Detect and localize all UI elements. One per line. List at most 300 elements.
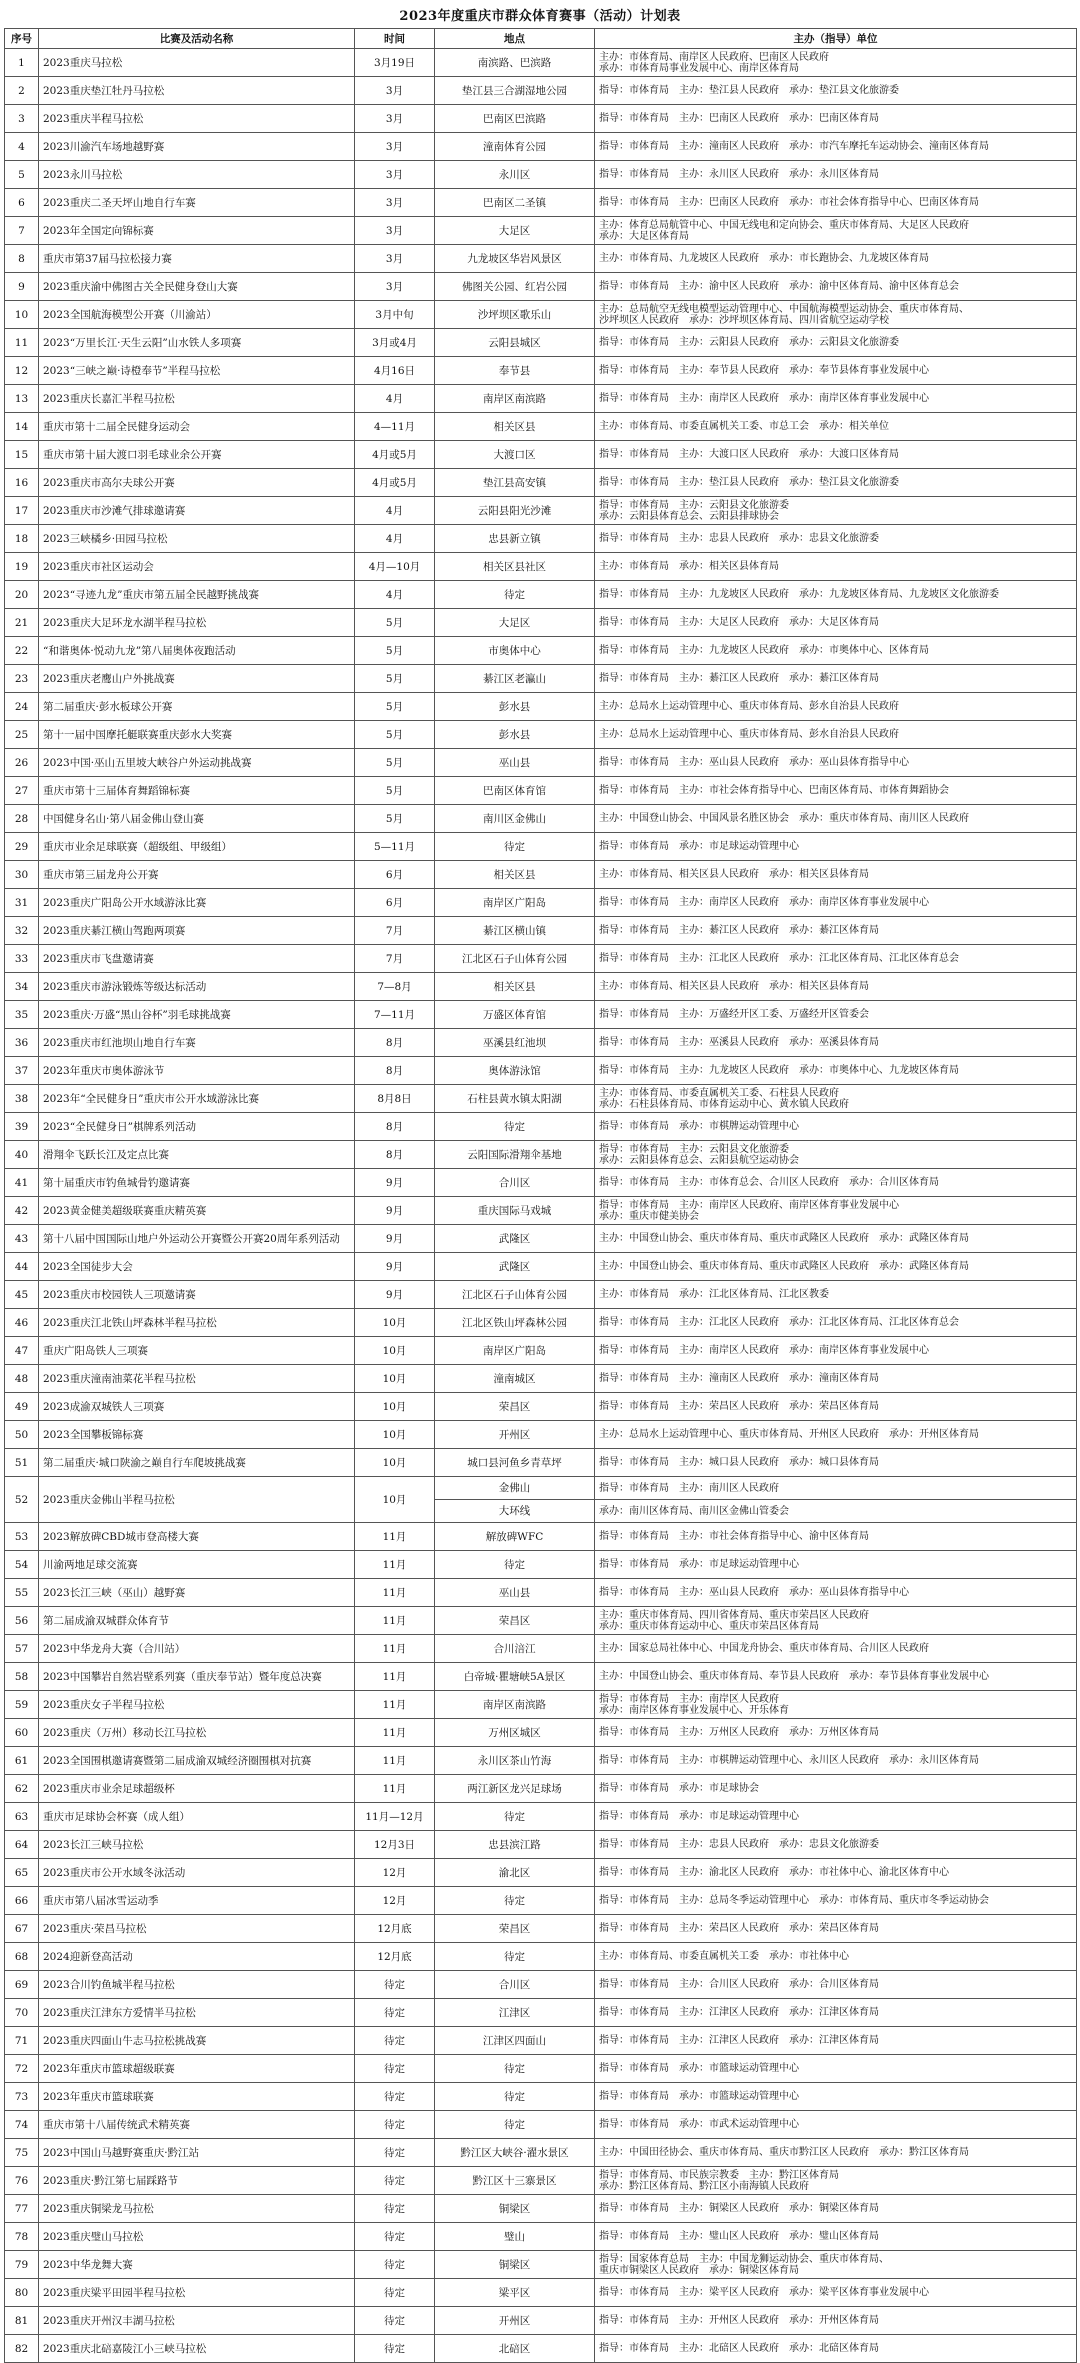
cell-org: 指导：市体育局 主办：大渡口区人民政府 承办：大渡口区体育局 [595, 441, 1077, 469]
table-row [5, 693, 1077, 721]
cell-name: 第十届重庆市钓鱼城骨钓邀请赛 [39, 1169, 355, 1197]
cell-time: 4月 [355, 385, 435, 413]
cell-org: 指导：市体育局 主办：九龙坡区人民政府 承办：市奥体中心、九龙坡区体育局 [595, 1057, 1077, 1085]
cell-time: 9月 [355, 1225, 435, 1253]
table-row [5, 189, 1077, 217]
cell-no: 49 [5, 1393, 39, 1421]
cell-time: 9月 [355, 1169, 435, 1197]
cell-no: 50 [5, 1421, 39, 1449]
cell-org: 指导：市体育局 主办：荣昌区人民政府 承办：荣昌区体育局 [595, 1915, 1077, 1943]
cell-place: 永川区茶山竹海 [435, 1747, 595, 1775]
cell-time: 11月 [355, 1551, 435, 1579]
cell-name: 2023重庆·荣昌马拉松 [39, 1915, 355, 1943]
cell-time: 11月 [355, 1775, 435, 1803]
cell-no: 80 [5, 2279, 39, 2307]
cell-time: 3月中旬 [355, 301, 435, 329]
cell-place: 佛图关公园、红岩公园 [435, 273, 595, 301]
table-row [5, 161, 1077, 189]
cell-name: 2023黄金健美超级联赛重庆精英赛 [39, 1197, 355, 1225]
cell-place: 南川区金佛山 [435, 805, 595, 833]
table-row [5, 1971, 1077, 1999]
cell-no: 21 [5, 609, 39, 637]
cell-org: 指导：市体育局 主办：云阳县人民政府 承办：云阳县文化旅游委 [595, 329, 1077, 357]
cell-org: 指导：市体育局 承办：市篮球运动管理中心 [595, 2055, 1077, 2083]
table-row [5, 2167, 1077, 2195]
cell-name: 2023全国徒步大会 [39, 1253, 355, 1281]
cell-time: 4月16日 [355, 357, 435, 385]
table-row [5, 889, 1077, 917]
cell-no: 67 [5, 1915, 39, 1943]
cell-place: 金佛山 [435, 1477, 595, 1500]
cell-name: 2023全国航海模型公开赛（川渝站） [39, 301, 355, 329]
cell-place: 巫溪县红池坝 [435, 1029, 595, 1057]
cell-org: 主办：市体育局、市委直属机关工委、市总工会 承办：相关单位 [595, 413, 1077, 441]
cell-time: 9月 [355, 1197, 435, 1225]
cell-place: 两江新区龙兴足球场 [435, 1775, 595, 1803]
cell-org: 指导：市体育局 主办：潼南区人民政府 承办：潼南区体育局 [595, 1365, 1077, 1393]
cell-time: 4月—10月 [355, 553, 435, 581]
cell-time: 8月 [355, 1113, 435, 1141]
cell-place: 城口县河鱼乡青草坪 [435, 1449, 595, 1477]
cell-org: 指导：市体育局 承办：市篮球运动管理中心 [595, 2083, 1077, 2111]
table-row [5, 2251, 1077, 2279]
cell-time: 5—11月 [355, 833, 435, 861]
cell-name: 2023永川马拉松 [39, 161, 355, 189]
cell-time: 10月 [355, 1393, 435, 1421]
cell-place: 江北区铁山坪森林公园 [435, 1309, 595, 1337]
cell-org: 指导：市体育局 主办：永川区人民政府 承办：永川区体育局 [595, 161, 1077, 189]
cell-name: “和谐奥体·悦动九龙”第八届奥体夜跑活动 [39, 637, 355, 665]
cell-place: 合川区 [435, 1971, 595, 1999]
cell-time: 待定 [355, 2335, 435, 2363]
cell-time: 5月 [355, 721, 435, 749]
cell-org: 指导：市体育局 主办：綦江区人民政府 承办：綦江区体育局 [595, 665, 1077, 693]
cell-time: 4月或5月 [355, 469, 435, 497]
table-row [5, 217, 1077, 245]
cell-org: 指导：市体育局 主办：潼南区人民政府 承办：市汽车摩托车运动协会、潼南区体育局 [595, 133, 1077, 161]
cell-org: 指导：市体育局 主办：九龙坡区人民政府 承办：市奥体中心、区体育局 [595, 637, 1077, 665]
cell-name: 2023重庆铜梁龙马拉松 [39, 2195, 355, 2223]
cell-time: 4月 [355, 525, 435, 553]
table-row [5, 1635, 1077, 1663]
table-row [5, 2195, 1077, 2223]
cell-org: 主办：市体育局、市委直属机关工委、石柱县人民政府 承办：石柱县体育局、市体育运动中心、黄水镇人民政府 [595, 1085, 1077, 1113]
cell-place: 垫江县三合湖湿地公园 [435, 77, 595, 105]
cell-place: 荣昌区 [435, 1607, 595, 1635]
cell-time: 10月 [355, 1365, 435, 1393]
header-place: 地点 [435, 29, 595, 49]
cell-place: 彭水县 [435, 721, 595, 749]
cell-name: 2023重庆垫江牡丹马拉松 [39, 77, 355, 105]
cell-time: 12月底 [355, 1915, 435, 1943]
cell-org: 指导：市体育局 主办：江北区人民政府 承办：江北区体育局、江北区体育总会 [595, 1309, 1077, 1337]
cell-place: 巫山县 [435, 1579, 595, 1607]
cell-name: 重庆市足球协会杯赛（成人组） [39, 1803, 355, 1831]
cell-time: 11月 [355, 1663, 435, 1691]
table-row [5, 1719, 1077, 1747]
table-row [5, 441, 1077, 469]
cell-org: 指导：市体育局 主办：九龙坡区人民政府 承办：九龙坡区体育局、九龙坡区文化旅游委 [595, 581, 1077, 609]
cell-time: 11月—12月 [355, 1803, 435, 1831]
table-row [5, 1803, 1077, 1831]
header-org: 主办（指导）单位 [595, 29, 1077, 49]
cell-name: 2023重庆璧山马拉松 [39, 2223, 355, 2251]
cell-name: 2023“寻迹九龙”重庆市第五届全民越野挑战赛 [39, 581, 355, 609]
cell-org: 指导：市体育局 主办：南岸区人民政府 承办：南岸区体育事业发展中心 [595, 889, 1077, 917]
cell-place: 九龙坡区华岩风景区 [435, 245, 595, 273]
cell-no: 33 [5, 945, 39, 973]
cell-name: 2023“全民健身日”棋牌系列活动 [39, 1113, 355, 1141]
cell-place: 江津区四面山 [435, 2027, 595, 2055]
cell-time: 11月 [355, 1523, 435, 1551]
table-row [5, 917, 1077, 945]
cell-place: 沙坪坝区歌乐山 [435, 301, 595, 329]
cell-no: 54 [5, 1551, 39, 1579]
cell-name: 2023年“全民健身日”重庆市公开水域游泳比赛 [39, 1085, 355, 1113]
cell-no: 2 [5, 77, 39, 105]
cell-no: 11 [5, 329, 39, 357]
cell-place: 忠县新立镇 [435, 525, 595, 553]
event-table [4, 28, 1077, 2363]
table-row [5, 1859, 1077, 1887]
cell-org: 指导：市体育局 主办：綦江区人民政府 承办：綦江区体育局 [595, 917, 1077, 945]
cell-place: 合川涪江 [435, 1635, 595, 1663]
cell-name: 2023重庆潼南油菜花半程马拉松 [39, 1365, 355, 1393]
cell-name: 2023年重庆市奥体游泳节 [39, 1057, 355, 1085]
table-row [5, 105, 1077, 133]
cell-no: 43 [5, 1225, 39, 1253]
cell-time: 11月 [355, 1607, 435, 1635]
cell-time: 5月 [355, 805, 435, 833]
cell-place: 南岸区南滨路 [435, 385, 595, 413]
cell-name: 2023合川钓鱼城半程马拉松 [39, 1971, 355, 1999]
table-row [5, 469, 1077, 497]
cell-no: 81 [5, 2307, 39, 2335]
cell-org: 主办：总局水上运动管理中心、重庆市体育局、彭水自治县人民政府 [595, 721, 1077, 749]
cell-org: 指导：市体育局 主办：云阳县文化旅游委 承办：云阳县体育总会、云阳县航空运动协会 [595, 1141, 1077, 1169]
cell-time: 11月 [355, 1719, 435, 1747]
cell-name: 重庆市第十二届全民健身运动会 [39, 413, 355, 441]
cell-no: 1 [5, 49, 39, 77]
cell-no: 35 [5, 1001, 39, 1029]
cell-time: 3月 [355, 133, 435, 161]
table-row [5, 1169, 1077, 1197]
cell-place: 开州区 [435, 1421, 595, 1449]
table-row [5, 1197, 1077, 1225]
cell-time: 8月 [355, 1029, 435, 1057]
cell-name: 2023川渝汽车场地越野赛 [39, 133, 355, 161]
cell-no: 27 [5, 777, 39, 805]
cell-place: 南滨路、巴滨路 [435, 49, 595, 77]
cell-place: 江津区 [435, 1999, 595, 2027]
table-row [5, 77, 1077, 105]
table-row [5, 525, 1077, 553]
cell-org: 指导：市体育局 主办：开州区人民政府 承办：开州区体育局 [595, 2307, 1077, 2335]
table-row [5, 1421, 1077, 1449]
table-row [5, 273, 1077, 301]
table-row [5, 1225, 1077, 1253]
cell-org: 主办：重庆市体育局、四川省体育局、重庆市荣昌区人民政府 承办：重庆市体育运动中心、重庆市荣昌区体育局 [595, 1607, 1077, 1635]
table-row [5, 1607, 1077, 1635]
cell-no: 62 [5, 1775, 39, 1803]
cell-no: 3 [5, 105, 39, 133]
cell-org: 指导：市体育局 主办：南岸区人民政府 承办：南岸区体育事业发展中心 [595, 385, 1077, 413]
cell-time: 待定 [355, 1999, 435, 2027]
cell-place: 黔江区十三寨景区 [435, 2167, 595, 2195]
cell-org: 主办：中国登山协会、重庆市体育局、重庆市武隆区人民政府 承办：武隆区体育局 [595, 1253, 1077, 1281]
cell-place: 市奥体中心 [435, 637, 595, 665]
table-row [5, 1253, 1077, 1281]
cell-time: 12月 [355, 1887, 435, 1915]
cell-place: 潼南城区 [435, 1365, 595, 1393]
cell-name: 2023重庆市游泳锻炼等级达标活动 [39, 973, 355, 1001]
cell-no: 44 [5, 1253, 39, 1281]
cell-name: 重庆市第37届马拉松接力赛 [39, 245, 355, 273]
table-row [5, 777, 1077, 805]
cell-name: 中国健身名山·第八届金佛山登山赛 [39, 805, 355, 833]
table-row [5, 609, 1077, 637]
cell-no: 65 [5, 1859, 39, 1887]
cell-org: 指导：市体育局 主办：荣昌区人民政府 承办：荣昌区体育局 [595, 1393, 1077, 1421]
cell-place: 待定 [435, 2111, 595, 2139]
cell-name: 2023重庆渝中佛图古关全民健身登山大赛 [39, 273, 355, 301]
cell-name: 2024迎新登高活动 [39, 1943, 355, 1971]
cell-org: 指导：市体育局 主办：江津区人民政府 承办：江津区体育局 [595, 1999, 1077, 2027]
table-row [5, 1337, 1077, 1365]
cell-org: 指导：市体育局 主办：云阳县文化旅游委 承办：云阳县体育总会、云阳县排球协会 [595, 497, 1077, 525]
cell-org: 指导：市体育局 主办：江北区人民政府 承办：江北区体育局、江北区体育总会 [595, 945, 1077, 973]
cell-name: 2023重庆广阳岛公开水域游泳比赛 [39, 889, 355, 917]
cell-no: 73 [5, 2083, 39, 2111]
cell-place: 相关区县社区 [435, 553, 595, 581]
cell-name: 2023年重庆市篮球联赛 [39, 2083, 355, 2111]
cell-org: 指导：市体育局 主办：江津区人民政府 承办：江津区体育局 [595, 2027, 1077, 2055]
cell-time: 7—11月 [355, 1001, 435, 1029]
cell-org: 指导：市体育局 主办：巫溪县人民政府 承办：巫溪县体育局 [595, 1029, 1077, 1057]
table-row [5, 133, 1077, 161]
cell-no: 41 [5, 1169, 39, 1197]
cell-time: 11月 [355, 1579, 435, 1607]
cell-place: 重庆国际马戏城 [435, 1197, 595, 1225]
cell-org: 主办：中国登山协会、中国风景名胜区协会 承办：重庆市体育局、南川区人民政府 [595, 805, 1077, 833]
cell-time: 11月 [355, 1635, 435, 1663]
table-row [5, 49, 1077, 77]
cell-time: 待定 [355, 2027, 435, 2055]
cell-name: 2023中国·巫山五里坡大峡谷户外运动挑战赛 [39, 749, 355, 777]
cell-name: 2023重庆市红池坝山地自行车赛 [39, 1029, 355, 1057]
cell-name: 滑翔伞飞跃长江及定点比赛 [39, 1141, 355, 1169]
cell-no: 46 [5, 1309, 39, 1337]
cell-place: 万盛区体育馆 [435, 1001, 595, 1029]
cell-name: 2023长江三峡马拉松 [39, 1831, 355, 1859]
cell-place: 渝北区 [435, 1859, 595, 1887]
cell-org: 指导：市体育局 承办：市足球运动管理中心 [595, 833, 1077, 861]
cell-place: 巴南区巴滨路 [435, 105, 595, 133]
table-row [5, 1915, 1077, 1943]
cell-place: 荣昌区 [435, 1393, 595, 1421]
cell-name: 2023中国攀岩自然岩壁系列赛（重庆奉节站）暨年度总决赛 [39, 1663, 355, 1691]
cell-place: 江北区石子山体育公园 [435, 1281, 595, 1309]
cell-name: 2023重庆市校园铁人三项邀请赛 [39, 1281, 355, 1309]
cell-no: 7 [5, 217, 39, 245]
table-row [5, 1365, 1077, 1393]
cell-place: 铜梁区 [435, 2195, 595, 2223]
cell-time: 待定 [355, 2055, 435, 2083]
cell-no: 40 [5, 1141, 39, 1169]
cell-time: 8月 [355, 1057, 435, 1085]
cell-place: 云阳县阳光沙滩 [435, 497, 595, 525]
cell-no: 47 [5, 1337, 39, 1365]
table-row [5, 1113, 1077, 1141]
cell-org: 指导：市体育局 承办：市武术运动管理中心 [595, 2111, 1077, 2139]
cell-place: 待定 [435, 1887, 595, 1915]
cell-org: 指导：市体育局 主办：市棋牌运动管理中心、永川区人民政府 承办：永川区体育局 [595, 1747, 1077, 1775]
cell-no: 30 [5, 861, 39, 889]
cell-name: 2023重庆老鹰山户外挑战赛 [39, 665, 355, 693]
cell-org: 主办：总局水上运动管理中心、重庆市体育局、开州区人民政府 承办：开州区体育局 [595, 1421, 1077, 1449]
cell-org: 指导：市体育局 主办：巫山县人民政府 承办：巫山县体育指导中心 [595, 1579, 1077, 1607]
cell-name: 重庆市第三届龙舟公开赛 [39, 861, 355, 889]
cell-place: 相关区县 [435, 413, 595, 441]
cell-org: 指导：市体育局 主办：合川区人民政府 承办：合川区体育局 [595, 1971, 1077, 1999]
cell-name: 2023重庆马拉松 [39, 49, 355, 77]
cell-place: 巫山县 [435, 749, 595, 777]
table-row [5, 1551, 1077, 1579]
table-row [5, 2083, 1077, 2111]
cell-org: 指导：市体育局 主办：忠县人民政府 承办：忠县文化旅游委 [595, 1831, 1077, 1859]
cell-name: 重庆广阳岛铁人三项赛 [39, 1337, 355, 1365]
cell-place: 南岸区广阳岛 [435, 1337, 595, 1365]
cell-time: 4月或5月 [355, 441, 435, 469]
cell-name: 2023重庆女子半程马拉松 [39, 1691, 355, 1719]
cell-org: 指导：市体育局 主办：南岸区人民政府、南岸区体育事业发展中心 承办：重庆市健美协会 [595, 1197, 1077, 1225]
cell-time: 待定 [355, 2307, 435, 2335]
table-row [5, 1887, 1077, 1915]
cell-name: 2023全国围棋邀请赛暨第二届成渝双城经济圈围棋对抗赛 [39, 1747, 355, 1775]
cell-org: 指导：市体育局 主办：璧山区人民政府 承办：璧山区体育局 [595, 2223, 1077, 2251]
cell-time: 5月 [355, 749, 435, 777]
cell-no: 31 [5, 889, 39, 917]
header-name: 比赛及活动名称 [39, 29, 355, 49]
cell-no: 70 [5, 1999, 39, 2027]
cell-org: 指导：市体育局 主办：巴南区人民政府 承办：市社会体育指导中心、巴南区体育局 [595, 189, 1077, 217]
cell-no: 66 [5, 1887, 39, 1915]
cell-no: 60 [5, 1719, 39, 1747]
table-row [5, 1393, 1077, 1421]
cell-time: 待定 [355, 1971, 435, 1999]
cell-org: 主办：市体育局 承办：江北区体育局、江北区教委 [595, 1281, 1077, 1309]
cell-no: 71 [5, 2027, 39, 2055]
header-no: 序号 [5, 29, 39, 49]
cell-place: 待定 [435, 2055, 595, 2083]
cell-no: 14 [5, 413, 39, 441]
cell-time: 6月 [355, 889, 435, 917]
cell-org: 主办：市体育局、九龙坡区人民政府 承办：市长跑协会、九龙坡区体育局 [595, 245, 1077, 273]
cell-name: 2023重庆·万盛“黑山谷杯”羽毛球挑战赛 [39, 1001, 355, 1029]
cell-name: 2023重庆北碚嘉陵江小三峡马拉松 [39, 2335, 355, 2363]
cell-org: 指导：市体育局 主办：南岸区人民政府 承办：南岸区体育事业发展中心、开乐体育 [595, 1691, 1077, 1719]
cell-place: 待定 [435, 1113, 595, 1141]
cell-place: 待定 [435, 833, 595, 861]
cell-org: 指导：市体育局 主办：忠县人民政府 承办：忠县文化旅游委 [595, 525, 1077, 553]
cell-no: 68 [5, 1943, 39, 1971]
cell-name: 2023重庆梁平田园半程马拉松 [39, 2279, 355, 2307]
cell-place: 铜梁区 [435, 2251, 595, 2279]
cell-no: 17 [5, 497, 39, 525]
cell-org: 主办：体育总局航管中心、中国无线电和定向协会、重庆市体育局、大足区人民政府 承办：大足区体育局 [595, 217, 1077, 245]
cell-time: 8月 [355, 1141, 435, 1169]
cell-org: 主办：中国登山协会、重庆市体育局、奉节县人民政府 承办：奉节县体育事业发展中心 [595, 1663, 1077, 1691]
cell-place: 南岸区南滨路 [435, 1691, 595, 1719]
cell-name: 2023重庆四面山牛志马拉松挑战赛 [39, 2027, 355, 2055]
cell-no: 72 [5, 2055, 39, 2083]
cell-time: 5月 [355, 777, 435, 805]
cell-name: 重庆市第十八届传统武术精英赛 [39, 2111, 355, 2139]
cell-name: 2023重庆·黔江第七届踩路节 [39, 2167, 355, 2195]
table-row [5, 637, 1077, 665]
cell-time: 3月 [355, 161, 435, 189]
cell-name: 2023重庆市社区运动会 [39, 553, 355, 581]
table-row [5, 1085, 1077, 1113]
cell-no: 37 [5, 1057, 39, 1085]
cell-time: 3月 [355, 105, 435, 133]
cell-no: 13 [5, 385, 39, 413]
cell-place: 石柱县黄水镇太阳湖 [435, 1085, 595, 1113]
table-row [5, 1057, 1077, 1085]
cell-name: 第二届重庆·城口陕渝之巅自行车爬坡挑战赛 [39, 1449, 355, 1477]
table-row [5, 2027, 1077, 2055]
cell-no: 4 [5, 133, 39, 161]
cell-org: 承办：南川区体育局、南川区金佛山管委会 [595, 1500, 1077, 1523]
cell-no: 64 [5, 1831, 39, 1859]
table-row [5, 945, 1077, 973]
cell-no: 58 [5, 1663, 39, 1691]
table-row [5, 245, 1077, 273]
table-row [5, 1141, 1077, 1169]
cell-place: 梁平区 [435, 2279, 595, 2307]
cell-time: 3月 [355, 217, 435, 245]
cell-time: 待定 [355, 2223, 435, 2251]
table-row [5, 2139, 1077, 2167]
cell-place: 武隆区 [435, 1253, 595, 1281]
cell-time: 待定 [355, 2251, 435, 2279]
cell-no: 48 [5, 1365, 39, 1393]
cell-org: 指导：市体育局 主办：渝中区人民政府 承办：渝中区体育局、渝中区体育总会 [595, 273, 1077, 301]
cell-place: 万州区城区 [435, 1719, 595, 1747]
table-row [5, 1691, 1077, 1719]
cell-time: 10月 [355, 1337, 435, 1365]
cell-no: 22 [5, 637, 39, 665]
table-header-row [5, 29, 1077, 49]
cell-no: 79 [5, 2251, 39, 2279]
cell-org: 主办：国家总局社体中心、中国龙舟协会、重庆市体育局、合川区人民政府 [595, 1635, 1077, 1663]
cell-no: 75 [5, 2139, 39, 2167]
table-row [5, 749, 1077, 777]
cell-org: 指导：市体育局 承办：市足球运动管理中心 [595, 1551, 1077, 1579]
cell-place: 江北区石子山体育公园 [435, 945, 595, 973]
cell-org: 指导：市体育局 主办：总局冬季运动管理中心 承办：市体育局、重庆市冬季运动协会 [595, 1887, 1077, 1915]
cell-place: 待定 [435, 1551, 595, 1579]
table-row [5, 2307, 1077, 2335]
cell-no: 26 [5, 749, 39, 777]
cell-place: 潼南体育公园 [435, 133, 595, 161]
table-row [5, 1579, 1077, 1607]
cell-name: 重庆市第十三届体育舞蹈锦标赛 [39, 777, 355, 805]
cell-no: 24 [5, 693, 39, 721]
cell-name: 2023重庆市业余足球超级杯 [39, 1775, 355, 1803]
cell-no: 19 [5, 553, 39, 581]
cell-no: 23 [5, 665, 39, 693]
